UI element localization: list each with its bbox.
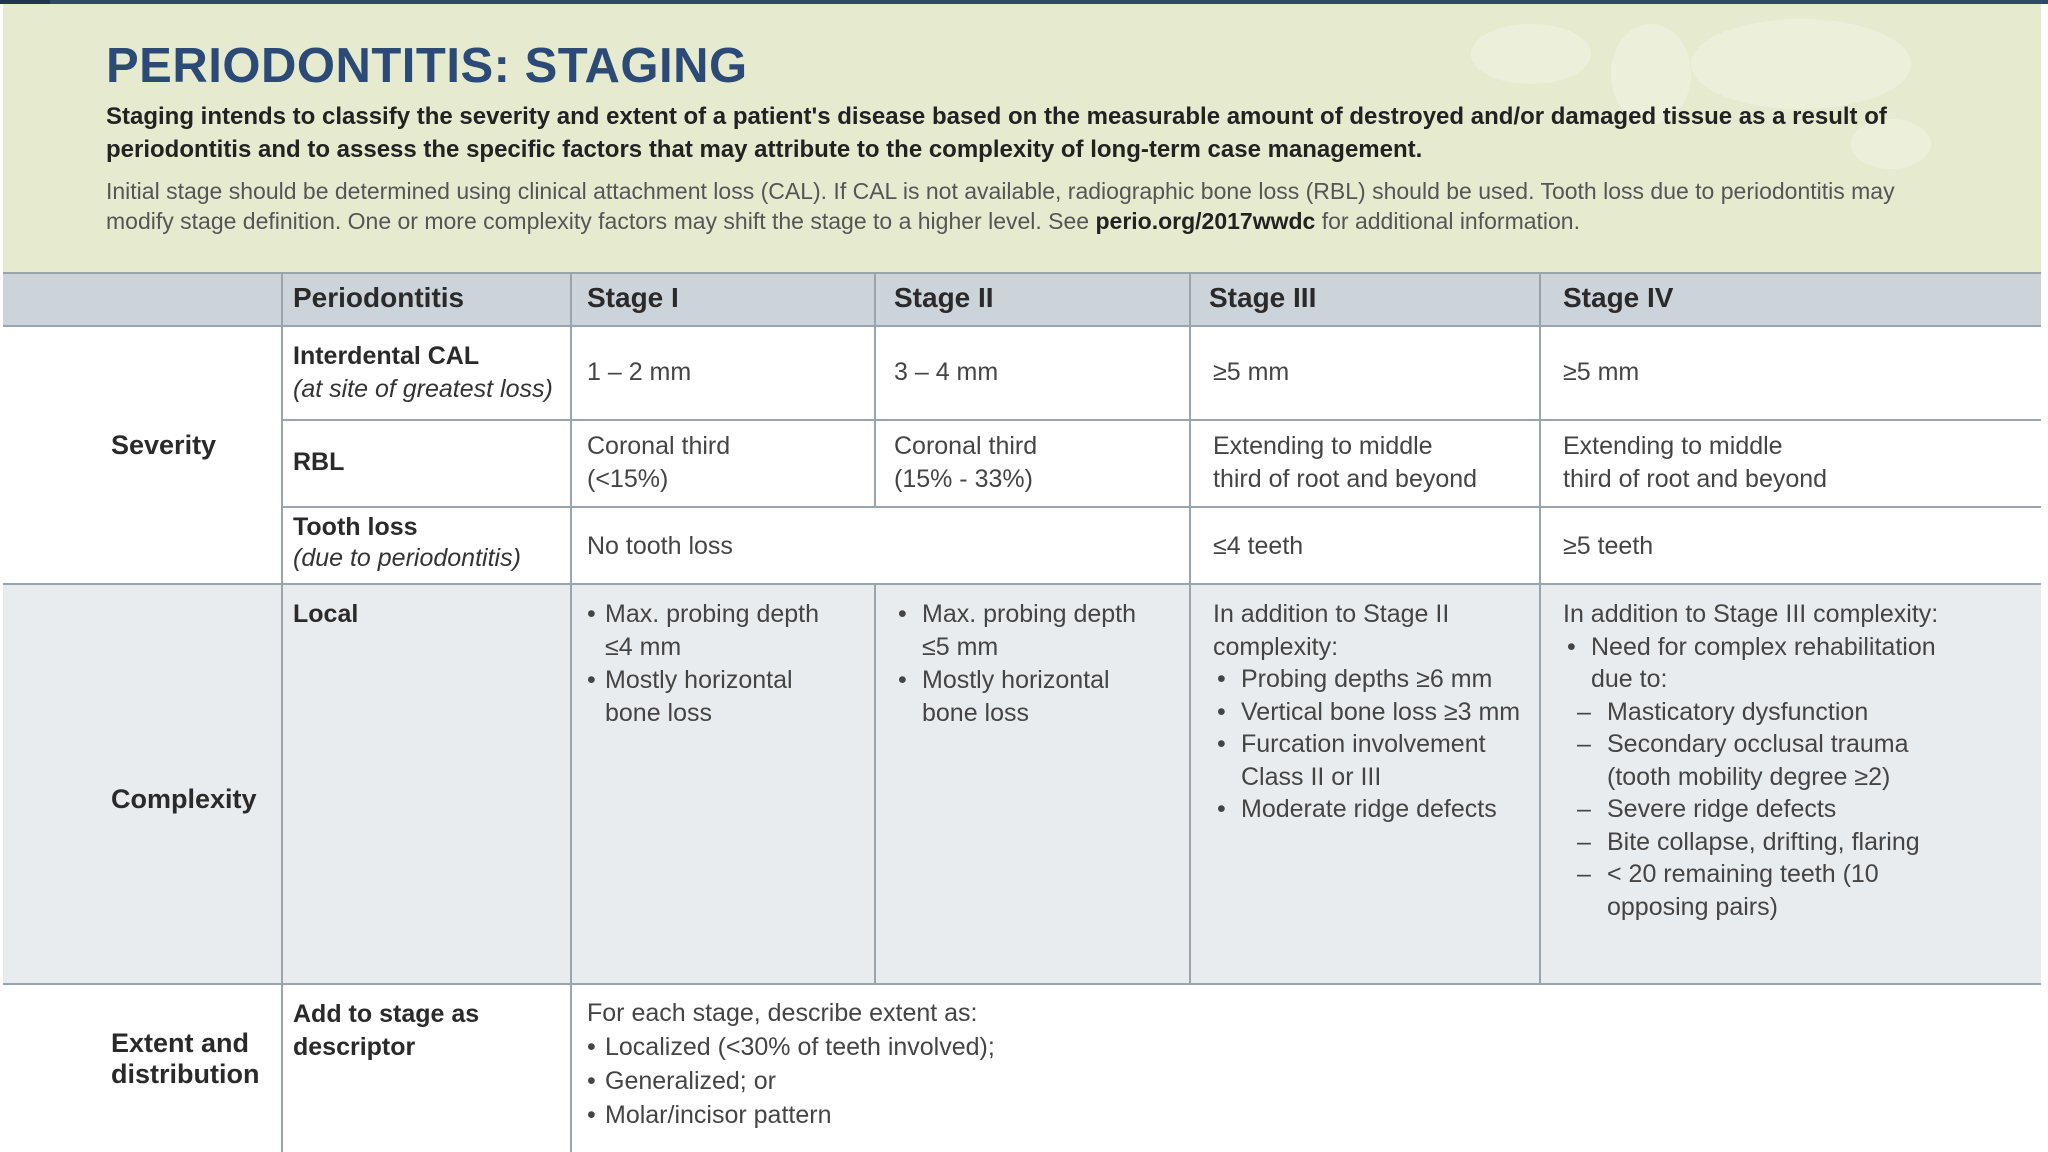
extent-description bbox=[587, 996, 1487, 1132]
cal-stage-1: 1 – 2 mm bbox=[587, 358, 692, 386]
severity-divider bbox=[3, 583, 2041, 585]
row-label-cal bbox=[293, 340, 553, 406]
local-stage-4-intro: In addition to Stage III complexity: bbox=[1563, 600, 1939, 628]
rbl-stage-2 bbox=[894, 430, 1037, 496]
local-stage-2 bbox=[894, 598, 1164, 730]
cal-stage-3: ≥5 mm bbox=[1213, 358, 1290, 386]
local-stage-2-item: • Max. probing depth ≤5 mm bbox=[894, 598, 1164, 664]
local-stage-4-subitem: – Masticatory dysfunction bbox=[1563, 696, 1963, 729]
rbl-stage-3-line-1: Extending to middle bbox=[1213, 432, 1433, 460]
rbl-stage-3 bbox=[1213, 430, 1477, 496]
header-divider bbox=[3, 325, 2041, 327]
col-divider-3a bbox=[874, 272, 876, 507]
local-stage-3-item: • Moderate ridge defects bbox=[1213, 793, 1523, 826]
rbl-stage-1-line-1: Coronal third bbox=[587, 432, 731, 460]
page-subtitle: Staging intends to classify the severity and extent of a patient's disease based on the measurable amount of destroyed and/or damaged tissue as a result of periodontitis and to assess the specific factors that may attribute to the complexity of long-term case management. bbox=[106, 103, 1887, 163]
rbl-stage-4-line-1: Extending to middle bbox=[1563, 432, 1783, 460]
col-header-periodontitis: Periodontitis bbox=[293, 282, 465, 313]
table-border-top bbox=[3, 272, 2041, 274]
group-label-complexity: Complexity bbox=[111, 784, 257, 814]
col-header-stage-1: Stage I bbox=[587, 282, 679, 313]
row-label-rbl: RBL bbox=[293, 448, 345, 476]
staging-table bbox=[3, 272, 2041, 1152]
tooth-loss-stage-1-2: No tooth loss bbox=[587, 532, 733, 560]
col-divider-3b bbox=[874, 583, 876, 984]
tooth-loss-stage-4: ≥5 teeth bbox=[1563, 532, 1654, 560]
rbl-stage-4 bbox=[1563, 430, 1827, 496]
local-stage-3-item: • Probing depths ≥6 mm bbox=[1213, 663, 1523, 696]
local-stage-1 bbox=[587, 598, 847, 730]
local-stage-4-subitem: – < 20 remaining teeth (10 opposing pairs) bbox=[1563, 858, 1963, 923]
local-stage-4-subitem: – Secondary occlusal trauma (tooth mobility degree ≥2) bbox=[1563, 728, 1963, 793]
extent-item: • Localized (<30% of teeth involved); bbox=[587, 1030, 1487, 1064]
rbl-stage-2-line-1: Coronal third bbox=[894, 432, 1038, 460]
staging-note bbox=[106, 176, 1926, 236]
rbl-stage-4-line-2: third of root and beyond bbox=[1563, 465, 1828, 493]
cal-stage-2: 3 – 4 mm bbox=[894, 358, 999, 386]
complexity-divider bbox=[3, 983, 2041, 985]
note-text-end: for additional information. bbox=[1321, 208, 1580, 234]
cal-row-divider bbox=[281, 419, 2041, 421]
rbl-stage-2-line-2: (15% - 33%) bbox=[894, 465, 1033, 493]
extent-intro: For each stage, describe extent as: bbox=[587, 999, 978, 1027]
local-stage-4 bbox=[1563, 598, 1963, 923]
note-link[interactable]: perio.org/2017wwdc bbox=[1095, 208, 1316, 234]
local-stage-3-intro: In addition to Stage II complexity: bbox=[1213, 600, 1450, 661]
local-stage-4-bullet: • Need for complex rehabilitation due to: bbox=[1563, 631, 1963, 696]
page-title: PERIODONTITIS: STAGING bbox=[106, 39, 748, 93]
rbl-row-divider bbox=[281, 506, 2041, 508]
cal-stage-4: ≥5 mm bbox=[1563, 358, 1640, 386]
col-header-stage-4: Stage IV bbox=[1563, 282, 1674, 313]
rbl-stage-3-line-2: third of root and beyond bbox=[1213, 465, 1478, 493]
extent-item: • Molar/incisor pattern bbox=[587, 1098, 1487, 1132]
rbl-stage-1-line-2: (<15%) bbox=[587, 465, 669, 493]
tooth-loss-sublabel: (due to periodontitis) bbox=[293, 544, 521, 572]
local-stage-2-item: • Mostly horizontal bone loss bbox=[894, 664, 1164, 730]
col-header-stage-2: Stage II bbox=[894, 282, 994, 313]
col-divider-1 bbox=[281, 272, 283, 1152]
row-label-local: Local bbox=[293, 600, 359, 628]
col-divider-5 bbox=[1539, 272, 1541, 984]
group-label-extent: Extent and distribution bbox=[111, 1028, 260, 1089]
local-stage-3 bbox=[1213, 598, 1523, 826]
tooth-loss-label: Tooth loss bbox=[293, 513, 418, 541]
local-stage-4-subitem: – Severe ridge defects bbox=[1563, 793, 1963, 826]
note-text: Initial stage should be determined using clinical attachment loss (CAL). If CAL is not available, radiographic bone loss (RBL) should be used. Tooth loss due to periodontitis may modify stage definition. One or more complexity factors may shift the stage to a higher level. See bbox=[106, 178, 1895, 234]
local-stage-3-item: • Vertical bone loss ≥3 mm bbox=[1213, 696, 1523, 729]
extent-item: • Generalized; or bbox=[587, 1064, 1487, 1098]
local-stage-1-item: • Mostly horizontal bone loss bbox=[587, 664, 847, 730]
col-divider-4 bbox=[1189, 272, 1191, 984]
cal-label: Interdental CAL bbox=[293, 342, 480, 370]
row-label-tooth-loss bbox=[293, 512, 521, 574]
header-panel bbox=[3, 4, 2041, 272]
group-label-severity: Severity bbox=[111, 430, 217, 460]
tooth-loss-stage-3: ≤4 teeth bbox=[1213, 532, 1304, 560]
cal-sublabel: (at site of greatest loss) bbox=[293, 375, 553, 403]
col-header-stage-3: Stage III bbox=[1209, 282, 1317, 313]
local-stage-3-item: • Furcation involvement Class II or III bbox=[1213, 728, 1523, 793]
rbl-stage-1 bbox=[587, 430, 730, 496]
local-stage-4-subitem: – Bite collapse, drifting, flaring bbox=[1563, 826, 1963, 859]
col-divider-2 bbox=[570, 272, 572, 1152]
row-label-extent: Add to stage as descriptor bbox=[293, 1000, 480, 1061]
local-stage-1-item: • Max. probing depth ≤4 mm bbox=[587, 598, 847, 664]
